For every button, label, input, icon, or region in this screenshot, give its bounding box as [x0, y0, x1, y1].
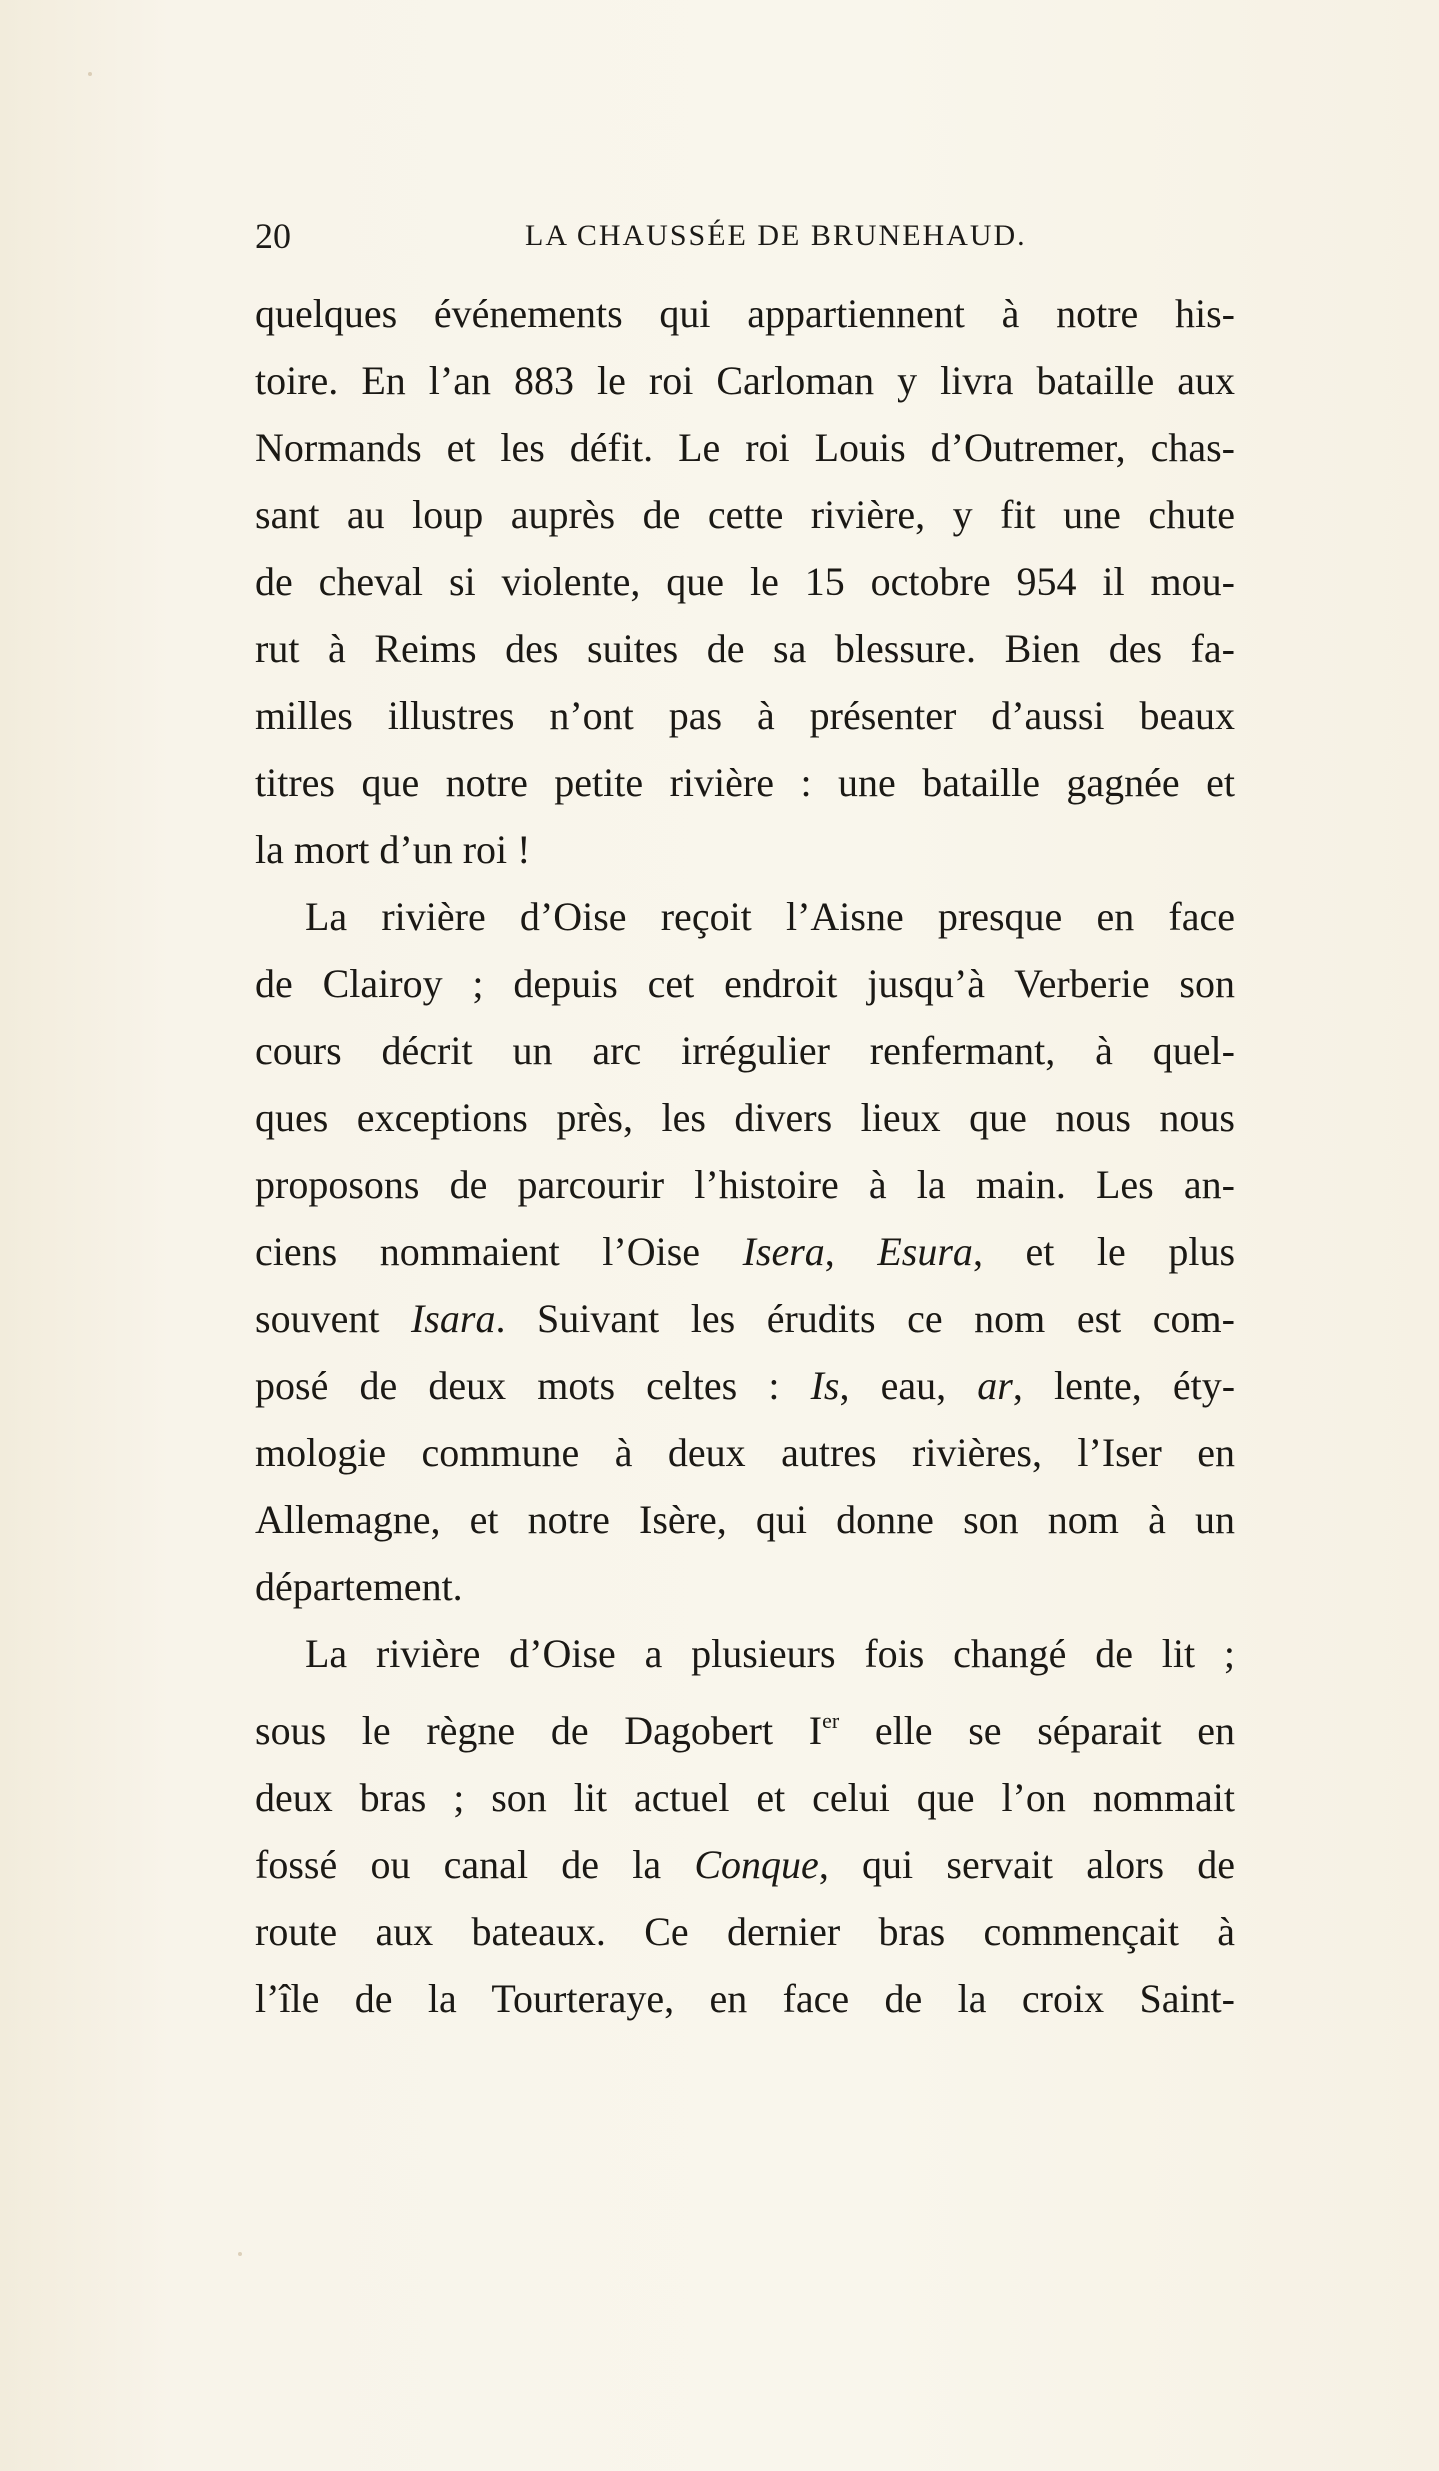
text-line: toire. En l’an 883 le roi Carloman y livra bataille aux [255, 358, 1235, 403]
superscript: er [822, 1708, 840, 1733]
text-run: elle se séparait en [839, 1708, 1235, 1753]
text-run: . Suivant les érudits ce nom est com- [495, 1296, 1235, 1341]
text-run: fossé ou canal de la [255, 1842, 695, 1887]
text-run: , [824, 1229, 878, 1274]
paper-speck [88, 72, 92, 76]
text-run: posé de deux mots celtes : [255, 1363, 811, 1408]
text-line: la mort d’un roi ! [255, 827, 531, 872]
text-line: titres que notre petite rivière : une bataille gagnée et [255, 760, 1235, 805]
text-run: sous le règne de Dagobert I [255, 1708, 823, 1753]
text-line: Normands et les défit. Le roi Louis d’Outremer, chas- [255, 425, 1235, 470]
text-line: La rivière d’Oise a plusieurs fois changé de lit ; [305, 1631, 1235, 1676]
italic-word: Is [810, 1363, 840, 1408]
italic-word: Isara [410, 1296, 496, 1341]
text-line-mixed [255, 1352, 1235, 1419]
text-run: , et le plus [972, 1229, 1236, 1274]
text-line: de cheval si violente, que le 15 octobre 954 il mou- [255, 559, 1235, 604]
text-line: route aux bateaux. Ce dernier bras commençait à [255, 1909, 1235, 1954]
text-line: département. [255, 1564, 463, 1609]
text-run: , eau, [839, 1363, 978, 1408]
text-run: ciens nommaient l’Oise [255, 1229, 743, 1274]
text-line-mixed [255, 1687, 1235, 1764]
text-run: , qui servait alors de [818, 1842, 1235, 1887]
text-line: l’île de la Tourteraye, en face de la croix Saint- [255, 1976, 1235, 2021]
text-line-mixed [255, 1285, 1235, 1352]
text-line: de Clairoy ; depuis cet endroit jusqu’à Verberie son [255, 961, 1235, 1006]
page-header [255, 215, 1255, 259]
text-line: mologie commune à deux autres rivières, l’Iser en [255, 1430, 1235, 1475]
text-run: , lente, éty- [1012, 1363, 1236, 1408]
body-text [255, 280, 1235, 2032]
text-run: souvent [255, 1296, 411, 1341]
text-line: rut à Reims des suites de sa blessure. Bien des fa- [255, 626, 1235, 671]
text-line: proposons de parcourir l’histoire à la main. Les an- [255, 1162, 1235, 1207]
text-line-mixed [255, 1218, 1235, 1285]
italic-word: Conque [694, 1842, 819, 1887]
text-line: deux bras ; son lit actuel et celui que l’on nommait [255, 1775, 1235, 1820]
italic-word: Esura [877, 1229, 973, 1274]
running-title: LA CHAUSSÉE DE BRUNEHAUD. [525, 219, 1027, 252]
text-line: cours décrit un arc irrégulier renfermant, à quel- [255, 1028, 1235, 1073]
text-line: ques exceptions près, les divers lieux que nous nous [255, 1095, 1235, 1140]
text-line: quelques événements qui appartiennent à notre his- [255, 291, 1235, 336]
text-line: sant au loup auprès de cette rivière, y fit une chute [255, 492, 1235, 537]
text-line: Allemagne, et notre Isère, qui donne son nom à un [255, 1497, 1235, 1542]
italic-word: ar [977, 1363, 1013, 1408]
text-line: milles illustres n’ont pas à présenter d’aussi beaux [255, 693, 1235, 738]
page-number: 20 [255, 216, 291, 256]
text-line-mixed [255, 1831, 1235, 1898]
paper-speck [238, 2252, 242, 2256]
text-line: La rivière d’Oise reçoit l’Aisne presque en face [305, 894, 1235, 939]
italic-word: Isera [742, 1229, 825, 1274]
